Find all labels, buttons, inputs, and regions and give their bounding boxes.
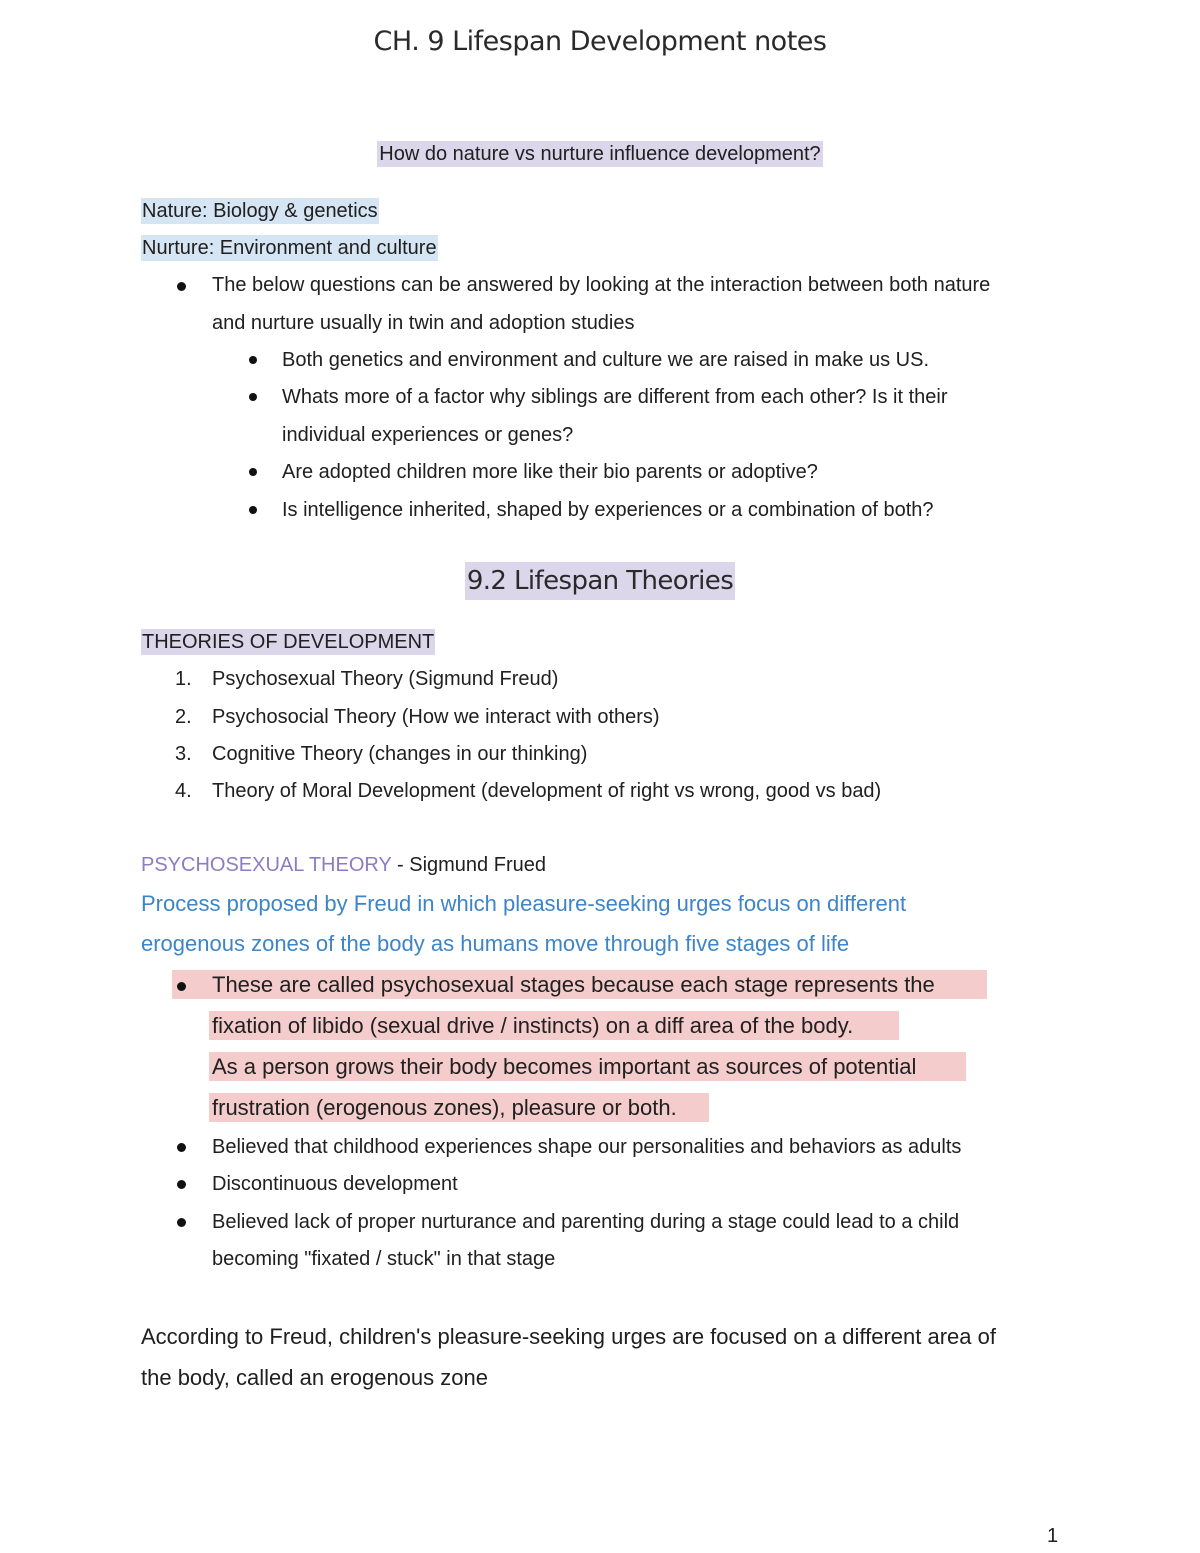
- document-title: CH. 9 Lifespan Development notes: [373, 26, 827, 57]
- psychosexual-heading: [141, 852, 546, 878]
- closing-line1: According to Freud, children's pleasure-seeking urges are focused on a different area of: [141, 1324, 996, 1349]
- theory-item: Cognitive Theory (changes in our thinking): [212, 743, 588, 765]
- psychosexual-definition-line2: erogenous zones of the body as humans move through five stages of life: [141, 931, 850, 956]
- nature-text: Nature: Biology & genetics: [142, 200, 378, 222]
- bullet-icon: [249, 506, 257, 514]
- nn-bullet-line2: and nurture usually in twin and adoption studies: [212, 312, 635, 334]
- psycho-bullet: Believed lack of proper nurturance and parenting during a stage could lead to a child: [212, 1211, 960, 1233]
- bullet-icon: [177, 282, 186, 291]
- theory-item: Psychosexual Theory (Sigmund Freud): [212, 668, 559, 690]
- bullet-icon: [249, 356, 257, 364]
- bullet-icon: [177, 982, 186, 991]
- nn-sub-item: Whats more of a factor why siblings are different from each other? Is it their: [282, 386, 948, 408]
- list-number: 4.: [175, 780, 192, 802]
- list-number: 1.: [175, 668, 192, 690]
- highlighted-bullet-line: frustration (erogenous zones), pleasure or both.: [212, 1095, 677, 1120]
- question-line: [0, 141, 1200, 167]
- psychosexual-definition-line1: Process proposed by Freud in which pleasure-seeking urges focus on different: [141, 891, 907, 916]
- nn-sub-item: Is intelligence inherited, shaped by experiences or a combination of both?: [282, 499, 934, 521]
- psycho-bullet: Discontinuous development: [212, 1173, 458, 1195]
- nurture-line: [141, 235, 438, 261]
- question-text: How do nature vs nurture influence development?: [379, 143, 821, 165]
- bullet-icon: [177, 1143, 186, 1152]
- theory-item: Psychosocial Theory (How we interact with others): [212, 706, 660, 728]
- psycho-bullet-cont: becoming "fixated / stuck" in that stage: [212, 1248, 556, 1270]
- nature-line: [141, 198, 379, 224]
- highlighted-bullet-line: These are called psychosexual stages because each stage represents the: [212, 972, 935, 997]
- bullet-icon: [177, 1180, 186, 1189]
- bullet-icon: [249, 468, 257, 476]
- psycho-bullet: Believed that childhood experiences shape our personalities and behaviors as adults: [212, 1136, 962, 1158]
- theory-item: Theory of Moral Development (development of right vs wrong, good vs bad): [212, 780, 882, 802]
- list-number: 2.: [175, 706, 192, 728]
- bullet-icon: [177, 1218, 186, 1227]
- page-number: 1: [1047, 1525, 1059, 1547]
- theories-heading-text: THEORIES OF DEVELOPMENT: [142, 631, 435, 653]
- psychosexual-label: PSYCHOSEXUAL THEORY: [141, 854, 392, 876]
- nurture-text: Nurture: Environment and culture: [142, 237, 437, 259]
- bullet-icon: [249, 393, 257, 401]
- section-heading: [0, 566, 1200, 596]
- nn-sub-item: Both genetics and environment and culture we are raised in make us US.: [282, 349, 930, 371]
- list-number: 3.: [175, 743, 192, 765]
- theories-heading: [141, 629, 435, 655]
- nn-sub-item: Are adopted children more like their bio parents or adoptive?: [282, 461, 818, 483]
- highlighted-bullet-line: fixation of libido (sexual drive / instincts) on a diff area of the body.: [212, 1013, 854, 1038]
- nn-bullet-line1: The below questions can be answered by looking at the interaction between both nature: [212, 274, 991, 296]
- section-heading-text: 9.2 Lifespan Theories: [465, 562, 735, 600]
- nn-sub-item-cont: individual experiences or genes?: [282, 424, 574, 446]
- highlighted-bullet-line: As a person grows their body becomes important as sources of potential: [212, 1054, 917, 1079]
- psychosexual-author: - Sigmund Frued: [391, 854, 546, 876]
- closing-line2: the body, called an erogenous zone: [141, 1365, 488, 1390]
